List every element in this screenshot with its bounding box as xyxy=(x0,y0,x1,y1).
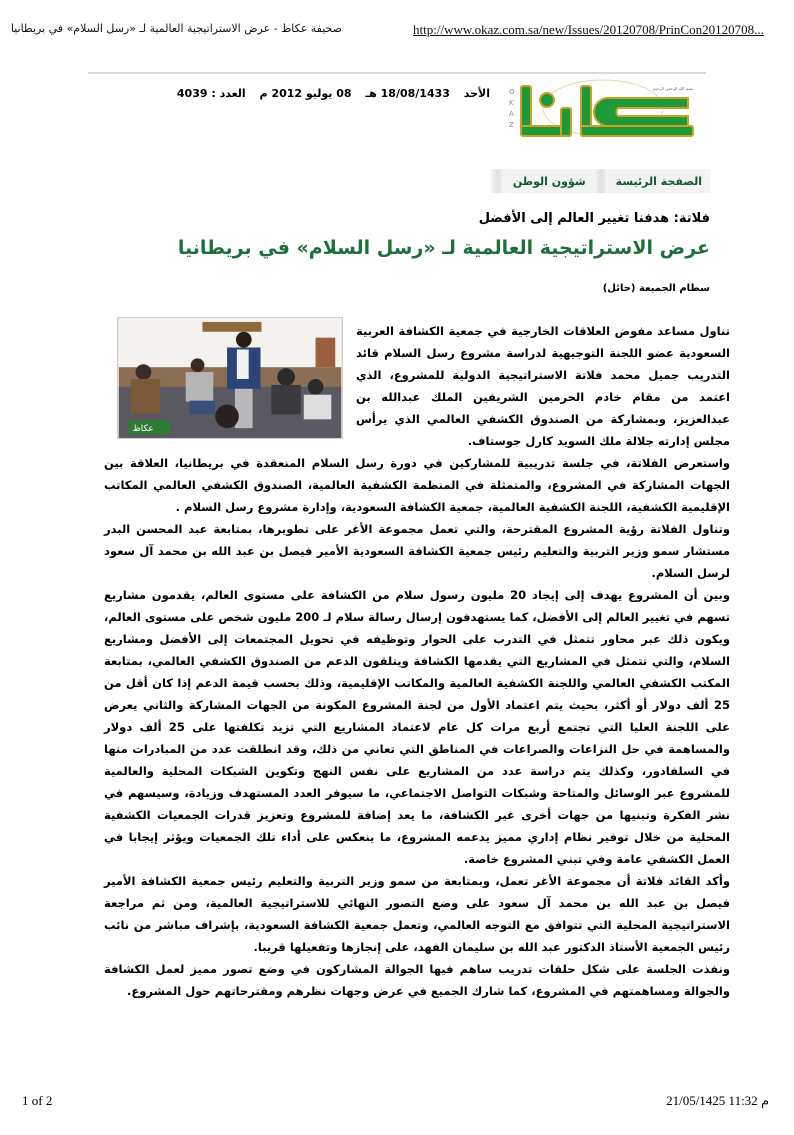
svg-text:بسم الله الرحمن الرحيم: بسم الله الرحمن الرحيم xyxy=(653,86,694,91)
article-paragraph: ونفذت الجلسة على شكل حلقات تدريب ساهم فيها الجوالة المشاركون في وضع تصور مميز لعمل الكشافة والجوالة ومساهمتهم في المشروع، كما شارك الجميع في عرض وجهات نظرهم ومقترحاتهم حول المشروع. xyxy=(104,962,730,998)
svg-text:Z: Z xyxy=(509,121,514,129)
dateline xyxy=(176,87,490,100)
article-paragraph: واستعرض الفلاتة، في جلسة تدريبية للمشاركين في دورة رسل السلام المنعقدة في بريطانيا، العلاقة بين الجهات المشاركة في المشروع، والمتمثلة في المنظمة الكشفية العالمية، الصندوق الكشفي العالمي المكاتب الإقليمية الكشفية، اللجنة الكشفية العالمية، جمعية الكشافة السعودية، وإدارة مشروع رسل السلام . xyxy=(104,456,730,514)
article-byline: سطام الجميعة (حائل) xyxy=(602,283,710,294)
breadcrumb-item-section[interactable]: شؤون الوطن xyxy=(505,169,594,193)
article-paragraph: وبين أن المشروع يهدف إلى إيجاد 20 مليون رسول سلام من الكشافة على مستوى العالم، يقدمون مشاريع تسهم في تغيير العالم إلى الأفضل، كما يستهدفون إرسال رسالة سلام لـ 200 مليون شخص على مستوى العالم، ويكون ذلك عبر محاور تتمثل في التدرب على الحوار وتوظيفه في تحويل المجتمعات إلى الأفضل ومشاريع السلام، والتي تتمثل في المشاريع التي يقدمها الكشافة ويتلقون الدعم من الصندوق الكشفي العالمي، بمتابعة المكتب الكشفي العالمي واللجنة الكشفية العالمية والمكاتب الإقليمية، وذلك بحسب قيمة الدعم إذا كان أقل من 25 ألف دولار أو أكثر، بحيث يتم اعتماد الأول من لجنة المشروع المكونة من الجهات المشاركة والثاني يعرض على اللجنة العليا التي تجتمع أربع مرات كل عام لاعتماد المشاريع التي تزيد تكلفتها على 25 ألف دولار والمساهمة في حل النزاعات والصراعات في المناطق التي تعاني من ذلك، وقد انطلقت عدد من المبادرات منها في السلفادور، وكذلك يتم دراسة عدد من المشاريع على نفس النهج وتكوين الشبكات المحلية والعالمية للمشروع عبر الوسائل والمتاحة وشبكات التواصل الاجتماعي، ما سيوفر العدد المستهدف وزيادة، وسيسهم في نشر الفكرة وتبنيها من جهات أخرى غير الكشافة، ما يعد إضافة للمشروع وتعزيز قدرات الجمعيات الكشفية المحلية من خلال توفير نظام إداري مميز يدعمه المشروع، ما ينعكس على أداء تلك الجمعيات ويؤثر إيجابا في العمل الكشفي عامة وفي تبني المشروع خاصة. xyxy=(104,588,730,866)
article-kicker: فلاتة: هدفنا تغيير العالم إلى الأفضل xyxy=(478,211,710,226)
chevron-left-icon xyxy=(594,169,608,193)
article-paragraph: وتناول الفلاتة رؤية المشروع المقترحة، والتي تعمل مجموعة الأغر على تطويرها، بمتابعة عبد المحسن البدر مستشار سمو وزير التربية والتعليم رئيس جمعية الكشافة السعودية الأمير فيصل بن عبد الله بن محمد آل سعود لرسل السلام. xyxy=(104,522,730,580)
breadcrumb-item-home[interactable]: الصفحة الرئيسة xyxy=(608,169,710,193)
header-divider xyxy=(88,72,706,74)
svg-text:عكاظ: عكاظ xyxy=(132,424,154,435)
svg-text:O: O xyxy=(509,88,515,96)
dateline-issue: العدد : 4039 xyxy=(176,87,246,100)
article-headline: عرض الاستراتيجية العالمية لـ «رسل السلام» في بريطانيا xyxy=(177,237,710,259)
svg-text:K: K xyxy=(509,99,514,107)
print-page-url[interactable]: http://www.okaz.com.sa/new/Issues/20120708/PrinCon20120708... xyxy=(413,22,764,37)
svg-text:A: A xyxy=(509,110,514,118)
dateline-day: الأحد xyxy=(463,87,490,100)
dateline-hijri: 18/08/1433 هـ xyxy=(365,87,450,100)
dateline-gregorian: 08 يوليو 2012 م xyxy=(259,87,352,100)
okaz-logo-icon xyxy=(503,78,703,141)
article-paragraph: تناول مساعد مفوض العلاقات الخارجية في جمعية الكشافة العربية السعودية عضو اللجنة التوجيهية لدراسة مشروع رسل السلام قائد التدريب جميل محمد فلاتة الاستراتيجية الدولية للمشروع، الذي اعتمد من مقام خادم الحرمين الشريفين الملك عبدالله بن عبدالعزيز، وبمشاركة من الصندوق الكشفي العالمي الذي يرأس مجلس إدارته جلالة ملك السويد كارل جوستاف. xyxy=(356,324,730,448)
print-datetime: 21/05/1425 11:32 م xyxy=(666,1093,769,1108)
okaz-logo[interactable] xyxy=(503,78,703,141)
print-page-title: صحيفة عكاظ - عرض الاستراتيجية العالمية لـ «رسل السلام» في بريطانيا xyxy=(10,22,342,35)
print-header xyxy=(0,22,794,42)
chevron-left-icon xyxy=(491,169,505,193)
print-page-number: 1 of 2 xyxy=(22,1093,53,1108)
article-body xyxy=(104,320,730,1002)
article-paragraph: وأكد القائد فلاتة أن مجموعة الأغر تعمل، وبمتابعة من سمو وزير التربية والتعليم رئيس جمعية الكشافة الأمير فيصل بن عبد الله بن محمد آل سعود على وضع التصور النهائي للاستراتيجية العالمية، ومن ثم مراجعة الاستراتيجية المحلية التي تتوافق مع التوجه العالمي، وتعمل جمعية الكشافة السعودية، بإشراف مباشر من نائب رئيس الجمعية الأستاذ الدكتور عبد الله بن سليمان الفهد، على إنجازها وتفعيلها قريبا. xyxy=(104,874,730,954)
breadcrumb xyxy=(480,167,710,195)
